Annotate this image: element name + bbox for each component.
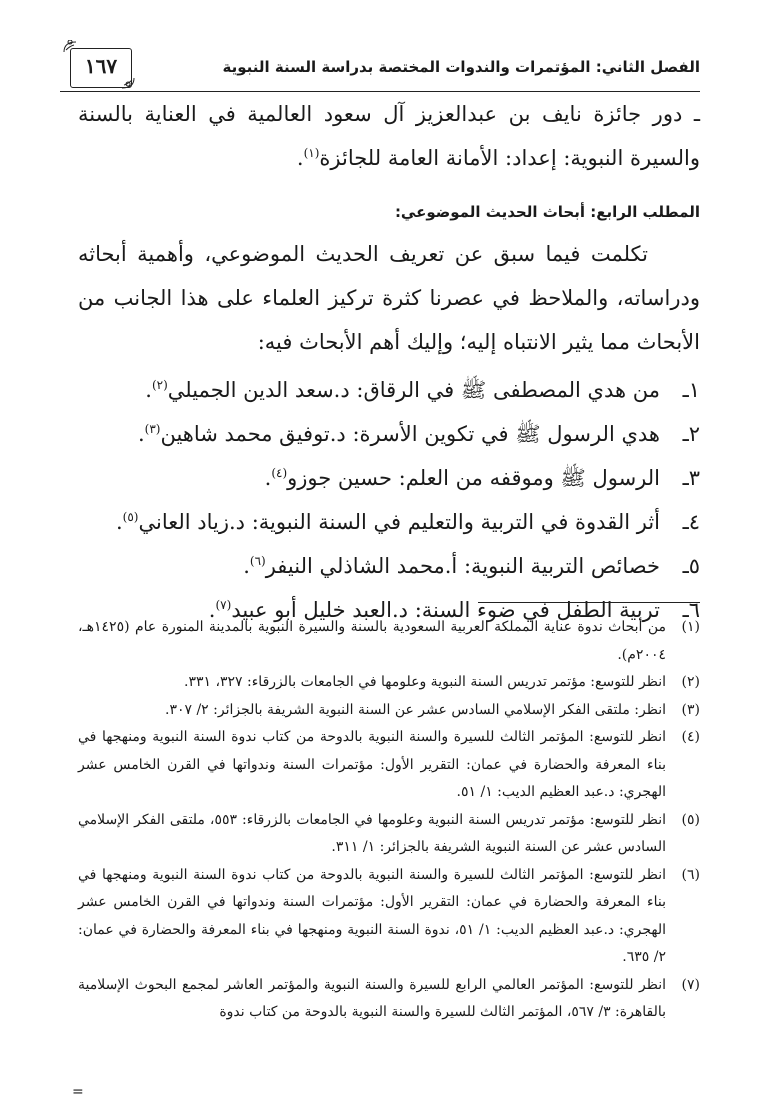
- intro-end: .: [296, 146, 304, 170]
- item-number: ٥ـ: [682, 554, 700, 578]
- page-number-box: [60, 40, 140, 88]
- intro-paragraph: [78, 92, 700, 180]
- item-end: .: [115, 510, 123, 534]
- list-item: [78, 368, 700, 412]
- item-text: أثر القدوة في التربية والتعليم في السنة النبوية: د.زياد العاني: [138, 510, 660, 534]
- footnote-text: انظر: ملتقى الفكر الإسلامي السادس عشر عن السنة النبوية الشريفة بالجزائر: ٢/ ٣٠٧.: [164, 701, 666, 718]
- corner-ornament-icon: [120, 76, 136, 90]
- footnote-ref: (٣): [144, 422, 161, 436]
- intro-text: ـ دور جائزة نايف بن عبدالعزيز آل سعود العالمية في العناية بالسنة والسيرة النبوية: إعداد: الأمانة العامة للجائزة: [78, 102, 700, 170]
- page-header: [60, 40, 700, 92]
- footnote-text: انظر للتوسع: المؤتمر الثالث للسيرة والسنة النبوية بالدوحة من كتاب ندوة السنة النبوية ومنهجها في بناء المعرفة والحضارة في عمان: التقرير الأول: مؤتمرات السنة وندواتها في القرن الخامس عشر الهجري: د.عبد العظيم الديب: ١/ ٥١، ندوة السنة النبوية ومنهجها في بناء المعرفة والحضارة في عمان: ٢/ ٦٣٥.: [78, 866, 667, 965]
- footnotes: [78, 614, 700, 1027]
- footnote-text: انظر للتوسع: مؤتمر تدريس السنة النبوية وعلومها في الجامعات بالزرقاء: ٣٢٧، ٣٣١.: [184, 674, 666, 690]
- item-number: ١ـ: [682, 378, 700, 402]
- list-item: [78, 500, 700, 544]
- list-item: [78, 456, 700, 500]
- section-paragraph: تكلمت فيما سبق عن تعريف الحديث الموضوعي، وأهمية أبحاثه ودراساته، والملاحظ في عصرنا كثرة تركيز العلماء على هذا الجانب من الأبحاث مما يثير الانتباه إليه؛ وإليك أهم الأبحاث فيه:: [78, 242, 700, 354]
- footnote: [78, 697, 700, 725]
- footnote-ref: (٢): [151, 378, 168, 392]
- main-text: [78, 92, 700, 632]
- item-text: من هدي المصطفى ﷺ في الرقاق: د.سعد الدين الجميلي: [167, 378, 660, 402]
- footnote-separator: [478, 602, 700, 603]
- item-number: ٦ـ: [682, 598, 700, 622]
- footnote-text: من أبحاث ندوة عناية المملكة العربية السعودية بالسنة والسيرة النبوية بالمدينة المنورة عام (١٤٢٥هـ، ٢٠٠٤م).: [78, 619, 666, 663]
- footnote: [78, 807, 700, 862]
- footnote-text: انظر للتوسع: المؤتمر العالمي الرابع للسيرة والسنة النبوية والمؤتمر العاشر لمجمع البحوث الإسلامية بالقاهرة: ٣/ ٥٦٧، المؤتمر الثالث للسيرة والسنة النبوية بالدوحة من كتاب ندوة: [78, 976, 666, 1020]
- item-text: الرسول ﷺ وموقفه من العلم: حسين جوزو: [287, 466, 660, 490]
- item-end: .: [264, 466, 272, 490]
- item-end: .: [145, 378, 152, 402]
- footnote: [78, 669, 700, 697]
- footnote-ref: (٥): [122, 510, 139, 524]
- research-list: [78, 368, 700, 632]
- list-item: [78, 544, 700, 588]
- footnote-text: انظر للتوسع: مؤتمر تدريس السنة النبوية وعلومها في الجامعات بالزرقاء: ٥٥٣، ملتقى الفكر الإسلامي السادس عشر عن السنة النبوية الشريفة بالجزائر: ١/ ٣١١.: [78, 811, 666, 855]
- item-end: .: [137, 422, 145, 446]
- footnote-ref: (٤): [271, 466, 288, 480]
- footnote-number: (٦): [681, 866, 700, 883]
- footnote-number: (٧): [681, 976, 700, 993]
- item-number: ٢ـ: [682, 422, 700, 446]
- footnote-number: (٥): [681, 811, 700, 828]
- item-end: .: [243, 554, 250, 578]
- page-number: ١٦٧: [84, 54, 118, 78]
- item-number: ٣ـ: [682, 466, 700, 490]
- footnote-number: (٣): [681, 701, 700, 718]
- footnote-ref: (٧): [215, 598, 232, 612]
- footnote: [78, 724, 700, 807]
- footnote-number: (٤): [681, 729, 700, 745]
- footnote: [78, 972, 700, 1027]
- section-heading: المطلب الرابع: أبحاث الحديث الموضوعي:: [394, 203, 700, 221]
- footnote-ref: (١): [303, 146, 320, 160]
- footnote: [78, 862, 700, 972]
- footnote-ref: (٦): [249, 554, 266, 568]
- item-text: خصائص التربية النبوية: أ.محمد الشاذلي النيفر: [265, 554, 660, 578]
- continuation-mark: =: [72, 1084, 84, 1100]
- footnote-number: (٢): [681, 674, 700, 690]
- footnote: [78, 614, 700, 669]
- footnote-text: انظر للتوسع: المؤتمر الثالث للسيرة والسنة النبوية بالدوحة من كتاب ندوة السنة النبوية ومنهجها في بناء المعرفة والحضارة في عمان: التقرير الأول: مؤتمرات السنة وندواتها في القرن الخامس عشر الهجري: د.عبد العظيم الديب: ١/ ٥١.: [78, 729, 666, 800]
- item-number: ٤ـ: [682, 510, 700, 534]
- running-title: الفصل الثاني: المؤتمرات والندوات المختصة بدراسة السنة النبوية: [222, 58, 700, 76]
- list-item: [78, 412, 700, 456]
- item-end: .: [208, 598, 216, 622]
- item-text: هدي الرسول ﷺ في تكوين الأسرة: د.توفيق محمد شاهين: [160, 422, 660, 446]
- footnote-number: (١): [681, 619, 700, 635]
- item-text: تربية الطفل في ضوء السنة: د.العبد خليل أبو عبيد: [231, 598, 660, 622]
